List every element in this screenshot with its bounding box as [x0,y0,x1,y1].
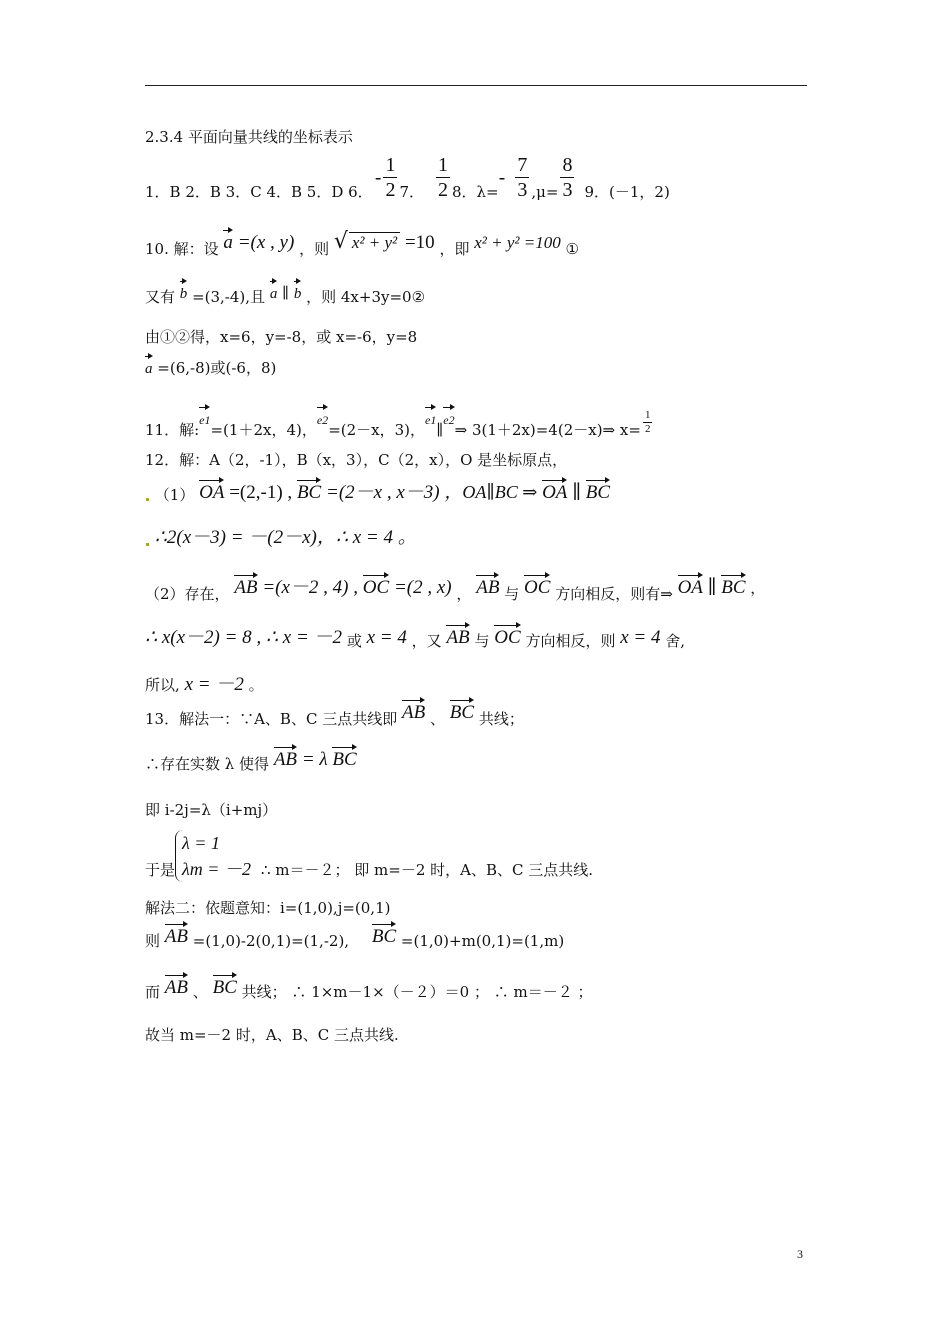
q13-line1-c: 共线； [478,710,524,728]
vector-AB [234,578,257,598]
vector-AB-4 [402,703,425,723]
vector-BC-5 [332,750,356,770]
vector-BC-2 [586,483,610,503]
q7-label: 7． [399,183,424,201]
q8-mu-den: 3 [562,178,573,201]
q10-then: ，则 [299,240,330,258]
q12-p1-eq1: =(2,-1) , [229,482,293,503]
q13-line7-b: 、 [192,983,208,1001]
q11-part2: =(2－x，3)， [328,421,426,439]
vector-AB-5 [274,750,297,770]
q12-p2-line2-b: 或 [346,632,362,650]
q12-p2-line2-a: ∴ x(x－2) = 8 , ∴ x = －2 [145,627,343,648]
q8-lambda-den: 3 [517,178,528,201]
vector-AB3-letters: AB [446,627,470,648]
sqrt-sign: √ [333,229,348,254]
q13-line2-eq: = λ [301,749,328,770]
vector-e1-2 [425,410,436,430]
q10-line2-c: ，则 4x+3y=0② [306,288,426,306]
q10-eq-sq: x² + y² =100 [474,233,561,252]
q10-ie: ，即 [439,240,470,258]
q13-line1-a: 13．解法一：∵A、B、C 三点共线即 [145,710,398,728]
q6-fraction [383,153,397,202]
q12-p2-label: （2）存在， [145,585,230,603]
vector-BC-letters: BC [296,482,322,503]
q13-line4 [145,822,593,882]
vector-a [223,233,233,253]
vector-b [180,284,188,304]
vector-a3-letter: a [145,361,153,377]
vector-AB-2 [476,578,499,598]
q12-p2-line3-a: 所以, [145,676,180,694]
vector-OA-2 [542,483,567,503]
q12-p1-par: ∥ [572,482,581,503]
q13-line4-b: ∴ m＝－２； 即 m=－2 时，A、B、C 三点共线. [260,861,594,879]
vector-BC3-letters: BC [721,577,746,598]
vector-e1-letter: e1 [199,413,211,427]
section-title-text: 2.3.4 平面向量共线的坐标表示 [145,128,353,146]
q10-line1 [145,229,579,262]
q13-line7 [145,978,592,1006]
vector-a-letter: a [223,232,233,253]
vector-e2b-letter: e2 [443,413,455,427]
vector-OC-3 [494,628,520,648]
q12-p2-line2-h: 舍, [665,632,686,650]
q12-intro-text: 12．解：A（2，-1），B（x，3），C（2，x），O 是坐标原点， [145,451,568,469]
parallel-symbol: ∥ [282,284,290,302]
q10-line2-b: =(3,-4),且 [192,288,266,306]
vector-BC [297,483,321,503]
q10-mark1: ① [565,240,579,258]
q12-p1-eq3: ，OA∥BC ⇒ [444,482,538,502]
q12-p2-line2-e: 与 [474,632,490,650]
q11-label: 11．解: [145,421,200,439]
q12-part1-line1 [145,482,610,512]
q12-p1-eq2: =(2－x , x－3) [326,482,440,503]
system-eq1: λ = 1 [182,833,220,853]
q13-line7-c: 共线； ∴ 1×m－1×（－２）＝0 ； ∴ m＝－２ ； [241,983,593,1001]
vector-AB-6 [165,927,188,947]
q10-eq1: =(x , y) [237,232,295,253]
vector-AB-7 [165,978,188,998]
q11-fraction [643,409,653,436]
q10-line3-text: 由①②得，x=6，y=-8，或 x=-6，y=8 [145,328,418,346]
q7-fraction [436,153,450,202]
vector-BC-7 [213,978,237,998]
q12-intro [145,450,567,470]
q11-frac-num: 1 [644,409,651,421]
q8-mu-fraction [560,153,574,202]
q8-lambda-num: 7 [517,153,528,176]
q13-line4-a: 于是 [145,861,176,879]
header-rule [145,85,807,86]
q8-lambda-fraction [515,153,529,202]
q13-line6 [145,927,564,955]
q13-line7-a: 而 [145,983,161,1001]
vector-AB-letters: AB [234,577,258,598]
q6-sign: - [374,165,382,189]
vector-AB4-letters: AB [401,702,426,723]
vector-OA-letters: OA [199,482,225,503]
q12-p2-end: ， [750,579,766,597]
answers-text: 1．B 2．B 3．C 4．B 5．D 6． [145,183,373,201]
q11-frac-den: 2 [644,423,651,435]
q7-num: 1 [438,153,448,176]
q12-p2-line2-g: x = 4 [620,627,661,648]
vector-a-2 [270,284,278,304]
vector-AB5-letters: AB [273,749,298,770]
q12-p2-with: 与 [504,585,520,603]
vector-OC [363,578,389,598]
system-eq2: λm = －2 [182,859,251,879]
q12-p2-line2-c: x = 4 [366,627,407,648]
q10-label: 10. 解：设 [145,240,219,258]
q10-line2 [145,283,425,311]
vector-OA [199,483,224,503]
q12-p2-text: 方向相反，则有⇒ [555,585,673,603]
q12-p2-par: ∥ [707,577,717,598]
q12-part2-line1 [145,578,765,608]
vector-AB7-letters: AB [164,977,189,998]
vector-AB2-letters: AB [476,577,500,598]
q13-line3-text: 即 i-2j=λ（i+mj） [145,801,278,819]
q13-line8-text: 故当 m=－2 时，A、B、C 三点共线. [145,1026,399,1044]
q12-p2-eq1: =(x－2 , 4) , [262,577,358,598]
equation-system [175,830,251,882]
answers-1-9 [145,152,670,202]
q12-p2-line2-f: 方向相反，则 [525,632,616,650]
q13-line2 [145,750,357,780]
vector-e2-letter: e2 [316,413,329,427]
q8-mu-num: 8 [562,153,573,176]
vector-BC-3 [721,578,745,598]
vector-OA2-letters: OA [542,482,568,503]
q7-den: 2 [438,178,448,201]
q13-line3 [145,800,277,820]
vector-a-3 [145,359,153,379]
vector-b-2 [294,284,302,304]
vector-e2 [317,410,328,430]
vector-OC3-letters: OC [494,627,521,648]
q12-p2-comma: ， [456,585,472,603]
q13-line1-b: 、 [429,710,445,728]
q13-alt-title [145,898,390,918]
q12-p2-eq2: =(2 , x) [393,577,452,598]
q8-lambda-sign: - [498,165,506,189]
q13-line8 [145,1025,399,1045]
vector-e1 [199,410,210,430]
q13-line6-c: =(1,0)+m(0,1)=(1,m) [400,932,565,950]
vector-BC5-letters: BC [332,749,357,770]
vector-OC-letters: OC [362,577,390,598]
vector-BC7-letters: BC [212,977,237,998]
q12-part1-line2 [145,528,417,554]
section-title [145,127,353,147]
q13-line6-a: 则 [145,932,161,950]
q10-line3 [145,327,417,347]
q12-p1-label: （1） [154,486,195,504]
q10-line4-text: =(6,-8)或(-6，8) [157,359,277,377]
vector-e1b-letter: e1 [425,413,437,427]
q10-line2-a: 又有 [145,288,176,306]
vector-OA-3 [678,578,703,598]
q6-num: 1 [385,153,396,176]
q8-label: 8．λ= [452,183,499,201]
vector-e2-2 [443,410,454,430]
sqrt-body: x² + y² [349,232,400,253]
marker-dot [146,498,149,501]
vector-BC-6 [372,927,396,947]
q11-part1: =(1＋2x，4)， [210,421,317,439]
q12-part2-line2 [145,628,685,658]
vector-BC4-letters: BC [449,702,475,723]
q8-mu-label: ,μ= [531,183,559,201]
vector-b-letter: b [179,286,188,302]
marker-dot-2 [146,543,149,546]
q6-den: 2 [385,178,396,201]
vector-OC2-letters: OC [524,577,551,598]
vector-BC2-letters: BC [585,482,611,503]
q11-line [145,404,654,440]
q11-part3: ⇒ 3(1＋2x)=4(2－x)⇒ x= [454,421,641,439]
page-number: 3 [797,1247,803,1261]
q12-part2-line3 [145,675,264,701]
q12-p2-line2-d: ，又 [411,632,442,650]
q12-p1-line2-text: ∴2(x－3) = －(2－x)，∴ x = 4 。 [154,527,417,548]
q13-alt-title-text: 解法二：依题意知：i=(1,0),j=(0,1) [145,899,391,917]
vector-BC-4 [450,703,474,723]
q13-line1 [145,703,524,733]
vector-BC6-letters: BC [371,926,397,947]
vector-OC-2 [524,578,550,598]
q12-p2-line3-b: x = －2 [184,674,244,695]
q10-line4 [145,358,276,384]
q12-p2-line3-c: 。 [248,676,264,694]
q11-parallel: ∥ [436,421,444,439]
vector-b2-letter: b [293,286,302,302]
vector-a2-letter: a [269,286,278,302]
q10-eq10: =10 [404,232,435,253]
q13-line2-a: ∴存在实数 λ 使得 [145,755,270,773]
q13-line6-b: =(1,0)-2(0,1)=(1,-2), [192,932,350,950]
q9-answer: 9．(－1，2) [584,183,670,201]
vector-OA3-letters: OA [677,577,703,598]
vector-AB6-letters: AB [164,926,189,947]
vector-AB-3 [446,628,469,648]
